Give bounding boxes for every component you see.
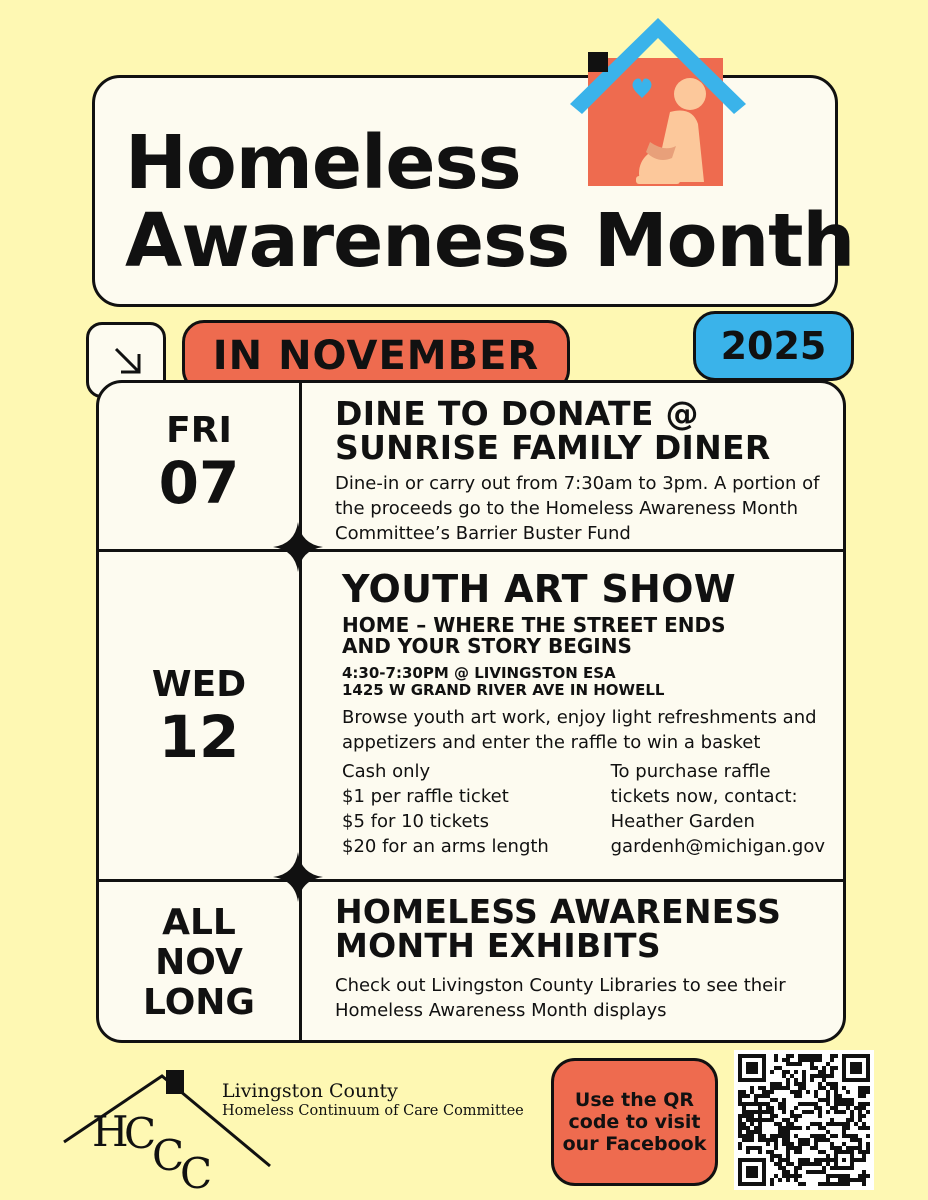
event-2-address: 1425 W GRAND RIVER AVE IN HOWELL [342,681,665,699]
event-2-weekday: WED [151,664,247,705]
event-date-2 [99,665,299,769]
raffle-pricing-item: $1 per raffle ticket [342,786,509,807]
event-2-day: 12 [158,703,240,771]
schedule-divider-row-2 [99,879,843,882]
event-date-1 [99,411,299,515]
org-subtitle: Homeless Continuum of Care Committee [222,1103,524,1119]
month-pill: IN NOVEMBER [182,320,570,392]
raffle-pricing-item: Cash only [342,761,431,782]
raffle-contact [611,759,825,859]
event-3-date-line-2: NOV [155,942,243,983]
event-1-title-line-2: SUNRISE FAMILY DINER [335,428,771,467]
raffle-contact-line: tickets now, contact: [610,786,798,807]
qr-code[interactable] [734,1050,874,1190]
event-2-subtitle-line-2: AND YOUR STORY BEGINS [342,634,632,658]
event-2-details [342,569,825,859]
svg-text:H: H [92,1107,129,1156]
event-2-description: Browse youth art work, enjoy light refreshments and appetizers and enter the raffle to win a basket [342,707,817,753]
event-schedule [96,380,846,1043]
title-line-2: Awareness Month [125,198,855,284]
event-3-details [335,892,825,1023]
year-pill: 2025 [693,311,854,381]
star-divider-icon [273,852,323,902]
event-2-time-location: 4:30-7:30PM @ LIVINGSTON ESA [342,664,616,682]
schedule-divider-row-1 [99,549,843,552]
event-date-3 [99,903,299,1023]
event-2-raffle-info [342,759,825,859]
event-1-day: 07 [158,449,240,517]
raffle-contact-email[interactable]: gardenh@michigan.gov [610,836,825,857]
svg-text:C: C [152,1131,185,1180]
qr-callout: Use the QR code to visit our Facebook [551,1058,718,1186]
svg-text:C: C [180,1149,213,1192]
event-1-title-line-1: DINE TO DONATE @ [335,394,699,433]
event-3-date-line-3: LONG [143,982,255,1023]
event-1-weekday: FRI [166,410,232,451]
event-3-date-line-1: ALL [162,902,236,943]
raffle-contact-name: Heather Garden [610,811,755,832]
event-2-subtitle-line-1: HOME – WHERE THE STREET ENDS [342,613,726,637]
raffle-contact-line: To purchase raffle [610,761,771,782]
svg-text:C: C [124,1109,157,1158]
event-2-title: YOUTH ART SHOW [342,567,736,611]
event-3-description: Check out Livingston County Libraries to see their Homeless Awareness Month displays [335,975,786,1021]
event-1-details [335,394,825,546]
raffle-pricing-item: $5 for 10 tickets [342,811,489,832]
raffle-pricing-list [342,759,611,859]
title-line-1: Homeless [125,120,521,206]
event-1-description: Dine-in or carry out from 7:30am to 3pm. A portion of the proceeds go to the Homeless Awareness Month Committee’s Barrier Buster Fund [335,473,820,544]
star-divider-icon [273,522,323,572]
event-3-title-line-2: MONTH EXHIBITS [335,926,661,965]
event-3-title-line-1: HOMELESS AWARENESS [335,892,782,931]
house-person-icon [570,16,746,190]
org-name: Livingston County [222,1080,398,1102]
raffle-pricing-item: $20 for an arms length [342,836,549,857]
schedule-divider-vertical [299,383,302,1040]
